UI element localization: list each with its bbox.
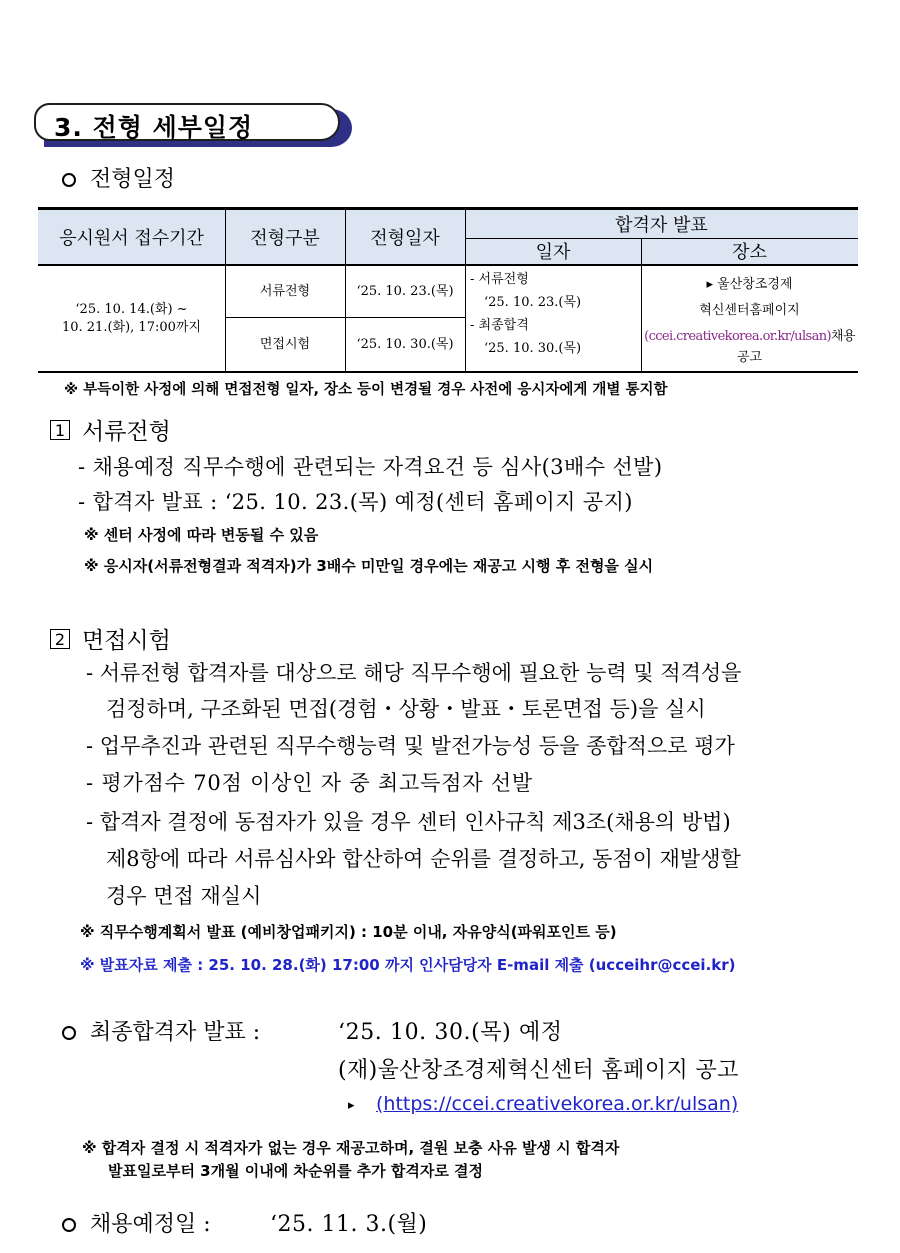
date-cell-2: ‘25. 10. 30.(목) bbox=[356, 336, 454, 352]
col-divider-3 bbox=[465, 210, 466, 371]
application-period-line2: 10. 21.(화), 17:00까지 bbox=[61, 319, 202, 335]
doc-review-line-2: - 합격자 발표 : ‘25. 10. 23.(목) 예정(센터 홈페이지 공지) bbox=[78, 490, 633, 514]
header-date: 전형일자 bbox=[345, 210, 465, 264]
ann-date-line4: ‘25. 10. 30.(목) bbox=[484, 341, 582, 356]
ann-date-line3: - 최종합격 bbox=[470, 318, 529, 333]
url-arrow-icon: ▸ bbox=[348, 1098, 355, 1113]
doc-review-line-1: - 채용예정 직무수행에 관련되는 자격요건 등 심사(3배수 선발) bbox=[78, 455, 663, 479]
section-header-pill bbox=[34, 103, 340, 141]
interview-line-4: - 평가점수 70점 이상인 자 중 최고득점자 선발 bbox=[86, 771, 534, 795]
stage-cell-1: 서류전형 bbox=[259, 283, 311, 299]
header-application-period: 응시원서 접수기간 bbox=[38, 210, 225, 264]
stage-cell-2: 면접시험 bbox=[259, 336, 311, 352]
interview-note-black: ※ 직무수행계획서 발표 (예비창업패키지) : 10분 이내, 자유양식(파워포인트 등) bbox=[80, 923, 617, 941]
circle-bullet-icon bbox=[62, 1026, 76, 1040]
interview-title: 면접시험 bbox=[82, 628, 171, 654]
circle-bullet-icon bbox=[62, 173, 76, 187]
header-stage: 전형구분 bbox=[225, 210, 345, 264]
final-note-line-2: 발표일로부터 3개월 이내에 차순위를 추가 합격자로 결정 bbox=[108, 1162, 484, 1180]
section-header bbox=[34, 103, 352, 149]
hire-date bbox=[62, 1207, 211, 1238]
final-note-line-1: ※ 합격자 결정 시 적격자가 없는 경우 재공고하며, 결원 보충 사유 발생 시 합격자 bbox=[82, 1139, 620, 1157]
application-period-line1: ‘25. 10. 14.(화) ~ bbox=[75, 301, 188, 317]
doc-review-title: 서류전형 bbox=[82, 419, 171, 445]
ann-place-line4: 공고 bbox=[736, 349, 763, 365]
doc-review-number: 1 bbox=[50, 420, 70, 440]
application-period-cell bbox=[38, 266, 225, 371]
interview-note-blue: ※ 발표자료 제출 : 25. 10. 28.(화) 17:00 까지 인사담당자 E-mail 제출 (ucceihr@ccei.kr) bbox=[80, 956, 736, 974]
header-ann-date: 일자 bbox=[465, 238, 641, 264]
interview-line-1: - 서류전형 합격자를 대상으로 해당 직무수행에 필요한 능력 및 적격성을 bbox=[86, 661, 742, 685]
header-ann-place: 장소 bbox=[641, 238, 858, 264]
doc-review-note-1: ※ 센터 사정에 따라 변동될 수 있음 bbox=[84, 526, 319, 544]
interview-line-6: 제8항에 따라 서류심사와 합산하여 순위를 결정하고, 동점이 재발생할 bbox=[106, 847, 741, 871]
final-date: ‘25. 10. 30.(목) 예정 bbox=[338, 1020, 563, 1045]
section-title: 3. 전형 세부일정 bbox=[54, 113, 254, 142]
ann-place-line2: 혁신센터홈페이지 bbox=[699, 302, 800, 318]
ann-place-cell bbox=[641, 266, 858, 371]
ann-place-url[interactable]: (ccei.creativekorea.or.kr/ulsan) bbox=[644, 328, 831, 344]
interview-line-2: 검정하며, 구조화된 면접(경험・상황・발표・토론면접 등)을 실시 bbox=[106, 697, 706, 721]
interview-number: 2 bbox=[50, 629, 70, 649]
ann-date-line2: ‘25. 10. 23.(목) bbox=[484, 295, 582, 310]
header-announcement: 합격자 발표 bbox=[465, 210, 858, 238]
ann-date-cell bbox=[470, 268, 581, 360]
circle-bullet-icon bbox=[62, 1218, 76, 1232]
subsection-schedule-label: 전형일정 bbox=[90, 167, 176, 192]
date-cell-1: ‘25. 10. 23.(목) bbox=[356, 283, 454, 299]
doc-review-note-2: ※ 응시자(서류전형결과 적격자)가 3배수 미만일 경우에는 재공고 시행 후 전형을 실시 bbox=[84, 557, 654, 575]
final-label: 최종합격자 발표 : bbox=[90, 1020, 261, 1045]
subsection-schedule bbox=[62, 162, 175, 193]
ann-place-line1: ▸ 울산창조경제 bbox=[706, 276, 793, 292]
ann-place-suffix: 채용 bbox=[830, 328, 855, 344]
hire-date-value: ‘25. 11. 3.(월) bbox=[270, 1212, 428, 1237]
final-announcement bbox=[62, 1015, 260, 1046]
table-note: ※ 부득이한 사정에 의해 면접전형 일자, 장소 등이 변경될 경우 사전에 응시자에게 개별 통지함 bbox=[64, 382, 668, 398]
interview-heading bbox=[50, 622, 171, 655]
interview-line-3: - 업무추진과 관련된 직무수행능력 및 발전가능성 등을 종합적으로 평가 bbox=[86, 734, 735, 758]
schedule-table bbox=[38, 207, 858, 373]
ann-place-line3 bbox=[644, 324, 855, 350]
final-place: (재)울산창조경제혁신센터 홈페이지 공고 bbox=[338, 1058, 739, 1083]
header-subdivider bbox=[465, 238, 858, 239]
doc-review-heading bbox=[50, 413, 171, 446]
final-url-link[interactable]: (https://ccei.creativekorea.or.kr/ulsan) bbox=[376, 1093, 739, 1115]
ann-date-line1: - 서류전형 bbox=[470, 272, 529, 287]
hire-date-label: 채용예정일 : bbox=[90, 1212, 211, 1237]
interview-line-5: - 합격자 결정에 동점자가 있을 경우 센터 인사규칙 제3조(채용의 방법) bbox=[86, 810, 731, 834]
interview-line-7: 경우 면접 재실시 bbox=[106, 884, 262, 908]
